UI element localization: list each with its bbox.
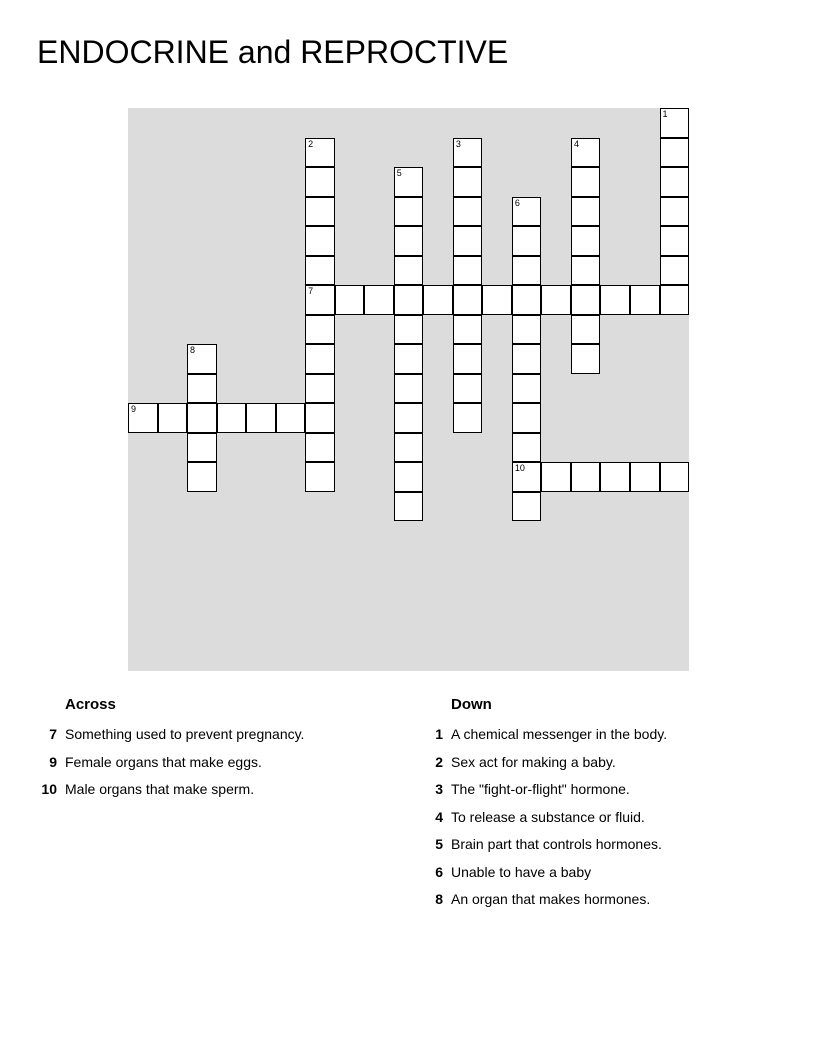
clue-number: 7 (49, 726, 57, 742)
grid-cell[interactable] (630, 285, 660, 315)
grid-cell[interactable] (571, 315, 601, 345)
grid-cell[interactable] (512, 433, 542, 463)
clue-item (30, 779, 390, 807)
grid-cell[interactable] (660, 285, 690, 315)
grid-cell[interactable] (660, 138, 690, 168)
grid-cell[interactable] (394, 462, 424, 492)
grid-cell[interactable] (305, 433, 335, 463)
clue-number: 5 (435, 836, 443, 852)
clue-number: 10 (41, 781, 57, 797)
grid-cell[interactable] (482, 285, 512, 315)
grid-cell[interactable] (364, 285, 394, 315)
grid-cell[interactable] (128, 403, 158, 433)
grid-cell[interactable] (453, 374, 483, 404)
grid-cell[interactable] (305, 256, 335, 286)
grid-cell[interactable] (512, 462, 542, 492)
grid-cell[interactable] (187, 374, 217, 404)
clue-number: 1 (435, 726, 443, 742)
grid-cell[interactable] (571, 344, 601, 374)
down-heading: Down (451, 696, 492, 713)
grid-cell[interactable] (453, 344, 483, 374)
grid-cell[interactable] (453, 285, 483, 315)
grid-cell[interactable] (541, 462, 571, 492)
clue-text: Unable to have a baby (451, 863, 592, 880)
cell-number: 7 (308, 286, 314, 297)
grid-cell[interactable] (305, 167, 335, 197)
clue-number: 4 (435, 808, 443, 825)
grid-cell[interactable] (305, 344, 335, 374)
grid-cell[interactable] (394, 344, 424, 374)
grid-cell[interactable] (423, 285, 453, 315)
clue-item (416, 834, 796, 862)
grid-cell[interactable] (571, 197, 601, 227)
clue-text: A chemical messenger in the body. (451, 726, 668, 742)
grid-cell[interactable] (276, 403, 306, 433)
across-heading: Across (65, 696, 116, 713)
cell-number: 6 (514, 197, 520, 208)
clue-text: Male organs that make sperm. (65, 781, 255, 797)
clue-item (30, 752, 390, 780)
clue-text: Female organs that make eggs. (65, 753, 262, 770)
puzzle-title: ENDOCRINE and REPROCTIVE (37, 34, 509, 70)
grid-cell[interactable] (571, 167, 601, 197)
grid-cell[interactable] (453, 226, 483, 256)
grid-cell[interactable] (571, 226, 601, 256)
cell-number: 4 (573, 138, 579, 149)
grid-cell[interactable] (660, 197, 690, 227)
grid-cell[interactable] (660, 226, 690, 256)
clue-number: 3 (435, 781, 443, 797)
grid-cell[interactable] (394, 197, 424, 227)
clue-text: The "fight-or-flight" hormone. (451, 781, 630, 797)
clue-item (416, 807, 796, 835)
grid-cell[interactable] (453, 167, 483, 197)
grid-cell[interactable] (305, 138, 335, 168)
cell-number: 10 (514, 463, 525, 474)
grid-cell[interactable] (394, 374, 424, 404)
grid-cell[interactable] (453, 256, 483, 286)
grid-cell[interactable] (187, 462, 217, 492)
grid-cell[interactable] (305, 197, 335, 227)
grid-cell[interactable] (571, 285, 601, 315)
grid-cell[interactable] (305, 226, 335, 256)
cell-number: 8 (190, 345, 196, 356)
grid-cell[interactable] (394, 492, 424, 522)
across-clue-list (30, 724, 390, 807)
clue-text: Brain part that controls hormones. (451, 836, 662, 852)
grid-cell[interactable] (630, 462, 660, 492)
grid-cell[interactable] (541, 285, 571, 315)
clue-text: Something used to prevent pregnancy. (65, 726, 305, 742)
grid-cell[interactable] (512, 374, 542, 404)
grid-cell[interactable] (512, 403, 542, 433)
grid-cell[interactable] (394, 226, 424, 256)
grid-cell[interactable] (453, 315, 483, 345)
grid-cell[interactable] (512, 197, 542, 227)
grid-cell[interactable] (305, 403, 335, 433)
clue-item (416, 862, 796, 890)
grid-cell[interactable] (217, 403, 247, 433)
clue-number: 6 (435, 863, 443, 880)
cell-number: 9 (131, 404, 137, 415)
grid-cell[interactable] (394, 285, 424, 315)
clue-number: 9 (49, 753, 57, 770)
grid-cell[interactable] (246, 403, 276, 433)
grid-cell[interactable] (660, 167, 690, 197)
clue-text: An organ that makes hormones. (451, 891, 651, 907)
grid-cell[interactable] (335, 285, 365, 315)
clue-item (416, 724, 796, 752)
grid-cell[interactable] (187, 433, 217, 463)
clue-text: Sex act for making a baby. (451, 753, 616, 770)
grid-cell[interactable] (512, 226, 542, 256)
clue-item (416, 889, 796, 917)
grid-cell[interactable] (512, 344, 542, 374)
grid-cell[interactable] (660, 108, 690, 138)
grid-cell[interactable] (305, 374, 335, 404)
crossword-grid (128, 108, 689, 671)
down-clue-list (416, 724, 796, 917)
cell-number: 1 (662, 109, 668, 119)
grid-cell[interactable] (305, 315, 335, 345)
grid-cell[interactable] (453, 197, 483, 227)
grid-cell[interactable] (394, 256, 424, 286)
grid-cell[interactable] (394, 403, 424, 433)
grid-cell[interactable] (571, 462, 601, 492)
grid-cell[interactable] (394, 433, 424, 463)
cell-number: 3 (455, 138, 461, 149)
grid-cell[interactable] (512, 315, 542, 345)
grid-cell[interactable] (158, 403, 188, 433)
clue-item (416, 752, 796, 780)
grid-cell[interactable] (512, 285, 542, 315)
cell-number: 5 (396, 168, 402, 179)
clue-text: To release a substance or fluid. (451, 808, 645, 825)
clue-item (30, 724, 390, 752)
grid-cell[interactable] (394, 167, 424, 197)
clue-number: 8 (435, 891, 443, 907)
across-clues (30, 694, 390, 807)
grid-cell[interactable] (660, 462, 690, 492)
clue-number: 2 (435, 753, 443, 770)
grid-cell[interactable] (187, 403, 217, 433)
down-clues (416, 694, 796, 917)
grid-cell[interactable] (453, 138, 483, 168)
grid-cell[interactable] (571, 138, 601, 168)
grid-cell[interactable] (394, 315, 424, 345)
grid-cell[interactable] (512, 492, 542, 522)
cell-number: 2 (308, 138, 314, 149)
clue-item (416, 779, 796, 807)
grid-cell[interactable] (187, 344, 217, 374)
grid-cell[interactable] (305, 285, 335, 315)
grid-cell[interactable] (600, 462, 630, 492)
grid-cell[interactable] (600, 285, 630, 315)
grid-cell[interactable] (571, 256, 601, 286)
grid-cell[interactable] (305, 462, 335, 492)
grid-cell[interactable] (660, 256, 690, 286)
grid-cell[interactable] (453, 403, 483, 433)
grid-cell[interactable] (512, 256, 542, 286)
